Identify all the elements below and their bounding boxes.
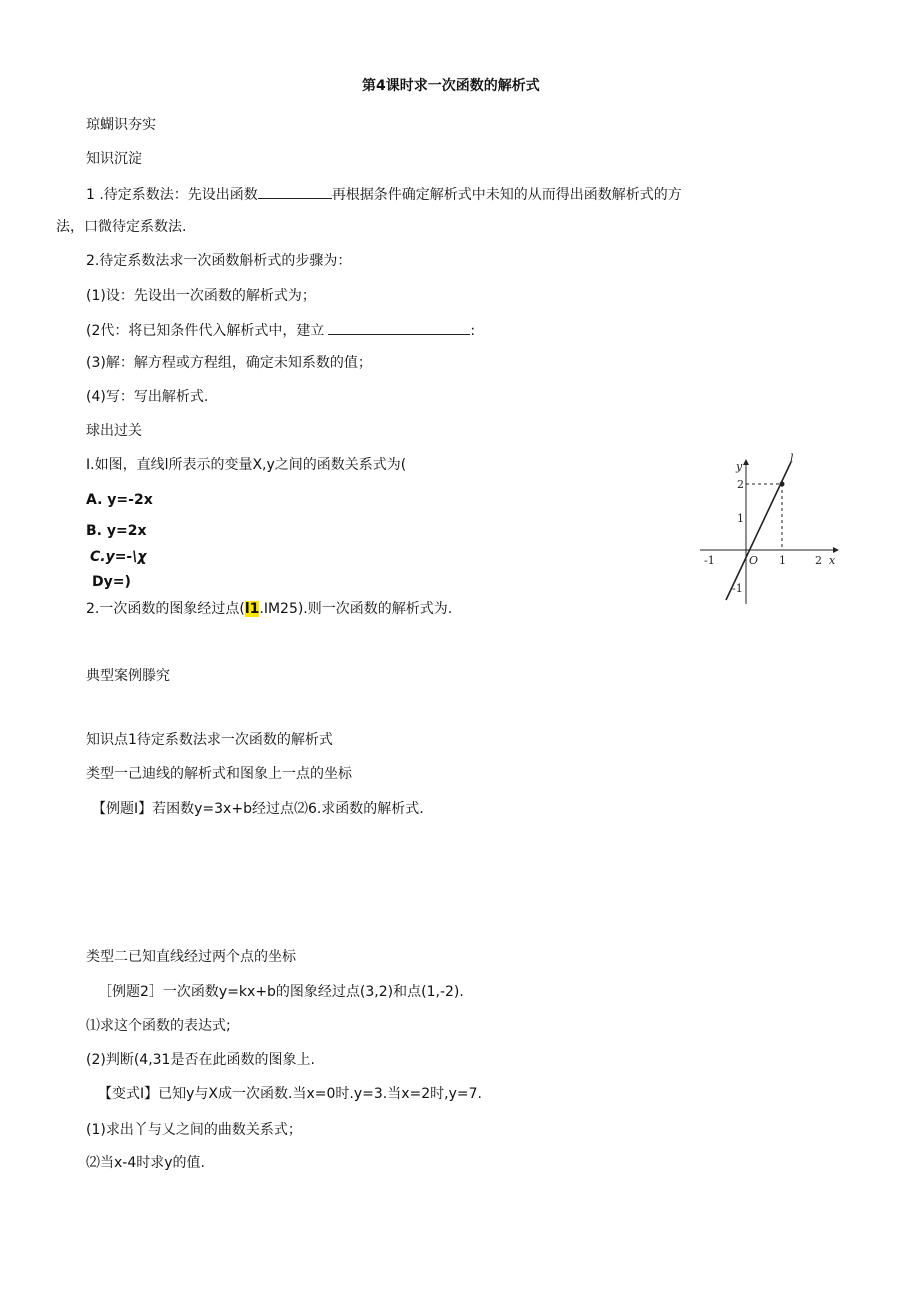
origin-label: O: [749, 554, 759, 567]
question-2: [86, 600, 452, 618]
option-d: Dy=): [92, 574, 131, 590]
example-1: 【例题I】若困数y=3x+b经过点⑵6.求函数的解析式.: [92, 801, 424, 817]
knowledge-item-1-text-b: 再根据条件确定解析式中未知的从而得出函数解析式的方: [331, 187, 682, 203]
tick-x-minus-1: -1: [704, 554, 715, 567]
knowledge-item-1-text-a: 1 .待定系数法：先设出函数: [86, 187, 258, 203]
knowledge-item-1: [86, 184, 682, 204]
knowledge-item-2: 2.待定系数法求一次函数斛析式的步骤为：: [86, 253, 352, 269]
point-1-2: [780, 482, 785, 487]
option-a: A. y=-2x: [86, 492, 153, 508]
line-label: l: [790, 452, 794, 465]
step-2-text: (2代：将已知条件代入解析式中，建立: [86, 323, 325, 339]
variant-1-part-1: (1)求出丫与乂之间的曲数关系式；: [86, 1122, 302, 1138]
x-axis-label: x: [829, 554, 836, 567]
tick-x-2: 2: [815, 554, 822, 567]
knowledge-item-1-cont: 法，口微待定系数法.: [56, 219, 187, 235]
type-1-heading: 类型一己迪线的解析式和图象上一点的坐标: [86, 766, 352, 782]
page-title: 第4课时求一次函数的解析式: [362, 78, 540, 94]
knowledge-point-1: 知识点1待定系数法求一次函数的解析式: [86, 732, 333, 748]
example-2-part-1: ⑴求这个函数的表达式;: [86, 1018, 231, 1034]
variant-1-part-2: ⑵当x-4时求y的值.: [86, 1155, 205, 1171]
step-4: (4)写：写出解析式.: [86, 389, 209, 405]
variant-1: 【变式I】已知y与X成一次函数.当x=0时.y=3.当x=2时,y=7.: [98, 1086, 482, 1102]
question-1: I.如图，直线l所表示的变量X,y之间的函数关系式为(: [86, 457, 407, 473]
tick-y-2: 2: [737, 478, 744, 491]
example-2: ［例题2］一次函数y=kx+b的图象经过点(3,2)和点(1,-2).: [98, 984, 464, 1000]
option-b: B. y=2x: [86, 523, 147, 539]
y-axis-label: y: [736, 460, 743, 473]
section-heading-knowledge: 知识沉淀: [86, 151, 142, 167]
step-2: [86, 320, 475, 340]
highlight-mark: l1: [244, 601, 260, 617]
question-2-text-a: 2.一次函数的图象经过点(: [86, 601, 245, 617]
question-2-text-b: .IM25).则一次函数的解析式为.: [259, 601, 453, 617]
example-2-part-2: (2)判断(4,31是否在此函数的图象上.: [86, 1052, 315, 1068]
function-graph: [694, 452, 844, 610]
section-heading-cases: 典型案例滕究: [86, 668, 170, 684]
fill-blank-function: [258, 184, 332, 199]
fill-blank-equation: [328, 320, 470, 335]
section-heading-basic: 琼蝴识夯实: [86, 117, 156, 133]
section-heading-pass: 球出过关: [86, 423, 142, 439]
tick-y-minus-1: -1: [732, 582, 743, 595]
tick-x-1: 1: [779, 554, 786, 567]
step-2-colon: :: [470, 323, 476, 339]
tick-y-1: 1: [737, 512, 744, 525]
option-c: C.y=-\χ: [90, 549, 147, 565]
step-3: (3)解：解方程或方程组，确定未知系数的值；: [86, 355, 372, 371]
type-2-heading: 类型二已知直线经过两个点的坐标: [86, 949, 296, 965]
step-1: (1)设：先设出一次函数的解析式为；: [86, 288, 316, 304]
